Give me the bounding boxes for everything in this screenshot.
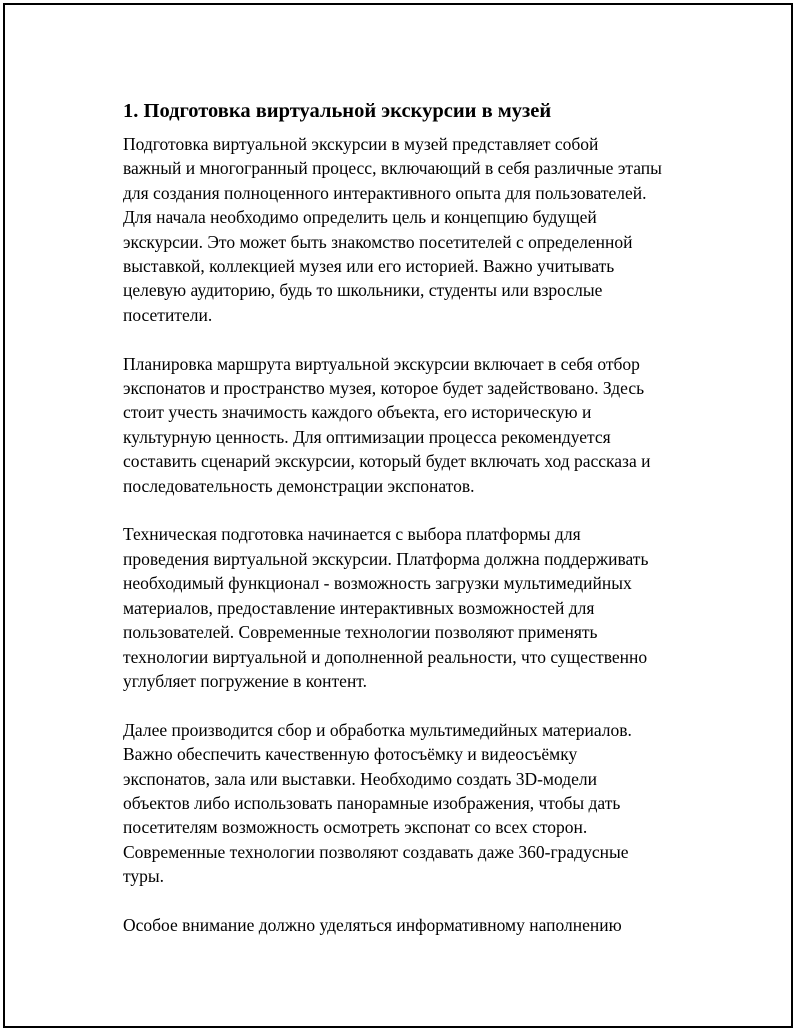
text-line: посетители. (123, 304, 213, 325)
text-line: технологии виртуальной и дополненной реальности, что существенно (123, 646, 648, 667)
paragraph-5 (123, 913, 703, 937)
text-line: Для начала необходимо определить цель и концепцию будущей (123, 207, 597, 228)
text-line: туры. (123, 866, 165, 887)
text-line: Особое внимание должно уделяться информативному наполнению (123, 914, 622, 935)
text-line: целевую аудиторию, будь то школьники, студенты или взрослые (123, 280, 603, 301)
text-line: Важно обеспечить качественную фотосъёмку и видеосъёмку (123, 744, 578, 765)
text-line: объектов либо использовать панорамные изображения, чтобы дать (123, 792, 621, 813)
text-line: экскурсии. Это может быть знакомство посетителей с определенной (123, 231, 633, 252)
paragraph-1 (123, 132, 703, 327)
text-line: для создания полноценного интерактивного опыта для пользователей. (123, 182, 647, 203)
text-line: необходимый функционал - возможность загрузки мультимедийных (123, 573, 632, 594)
paragraph-4 (123, 718, 703, 889)
text-line: стоит учесть значимость каждого объекта, его историческую и (123, 402, 592, 423)
text-line: экспонатов и пространство музея, которое будет задействовано. Здесь (123, 378, 645, 399)
section-heading: 1. Подготовка виртуальной экскурсии в музей (123, 100, 552, 122)
text-line: проведения виртуальной экскурсии. Платформа должна поддерживать (123, 548, 649, 569)
text-line: Подготовка виртуальной экскурсии в музей представляет собой (123, 134, 599, 154)
body-text (123, 132, 703, 937)
text-line: экспонатов, зала или выставки. Необходимо создать 3D-модели (123, 768, 597, 789)
text-line: углубляет погружение в контент. (123, 670, 368, 691)
text-line: важный и многогранный процесс, включающий в себя различные этапы (123, 158, 662, 179)
text-line: культурную ценность. Для оптимизации процесса рекомендуется (123, 426, 611, 447)
text-line: выставкой, коллекцией музея или его историей. Важно учитывать (123, 256, 615, 277)
page-frame (3, 3, 793, 1028)
text-line: пользователей. Современные технологии позволяют применять (123, 622, 598, 643)
paragraph-2 (123, 352, 703, 498)
paragraph-3 (123, 522, 703, 693)
text-line: Техническая подготовка начинается с выбора платформы для (123, 524, 581, 545)
text-line: Планировка маршрута виртуальной экскурсии включает в себя отбор (123, 353, 640, 374)
text-line: Современные технологии позволяют создавать даже 360-градусные (123, 841, 629, 862)
text-line: последовательность демонстрации экспонатов. (123, 475, 475, 496)
text-line: посетителям возможность осмотреть экспонат со всех сторон. (123, 817, 588, 838)
text-line: Далее производится сбор и обработка мультимедийных материалов. (123, 719, 632, 740)
text-line: материалов, предоставление интерактивных возможностей для (123, 597, 595, 618)
text-line: составить сценарий экскурсии, который будет включать ход рассказа и (123, 451, 651, 472)
document-body (123, 98, 703, 962)
